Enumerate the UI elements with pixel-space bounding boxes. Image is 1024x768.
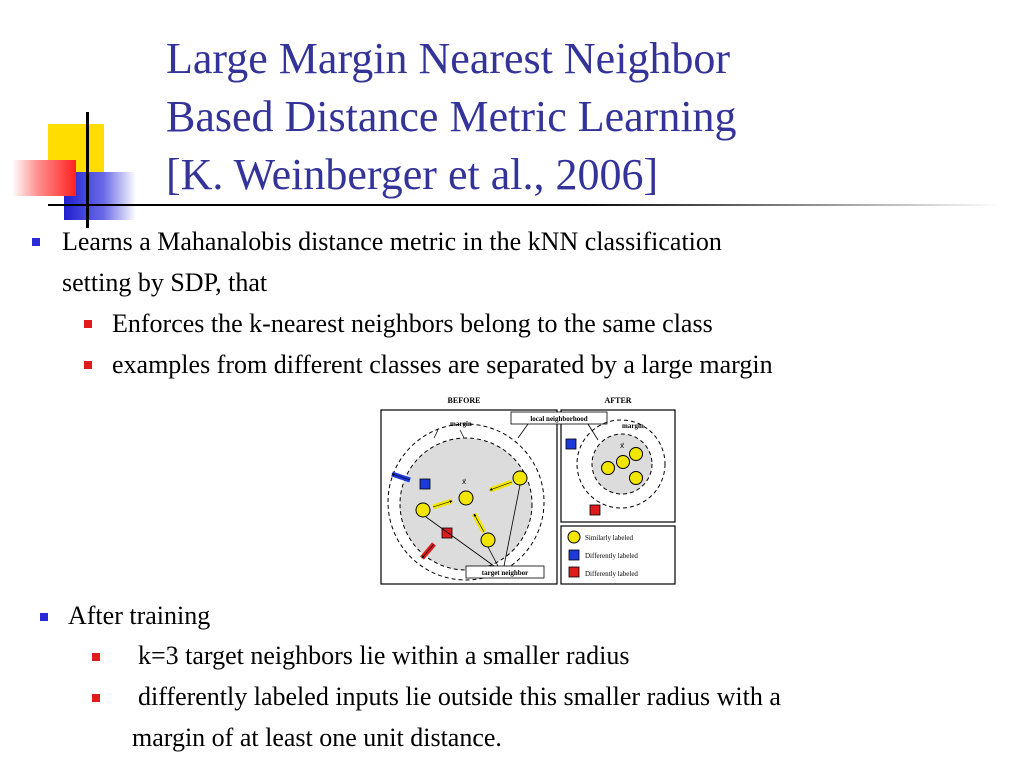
similar-point: [459, 491, 473, 505]
bullet-main-line-2: setting by SDP, that: [62, 268, 268, 297]
lmnn-figure: [378, 392, 678, 588]
xi-after: x⃗: [620, 442, 625, 450]
similar-point: [630, 472, 643, 485]
legend-red-icon: [569, 567, 579, 577]
local-neighborhood-label: local neighborhood: [530, 415, 588, 423]
deco-red-square: [12, 160, 76, 196]
margin-before-label: margin: [450, 420, 472, 428]
legend-blue-icon: [569, 550, 579, 560]
title-line-3: [K. Weinberger et al., 2006]: [166, 150, 659, 199]
bullet-bottom-sub-1: k=3 target neighbors lie within a smaller radius: [138, 641, 630, 670]
before-label: BEFORE: [447, 396, 481, 405]
bullet-bottom-sub-2-line-1: differently labeled inputs lie outside this smaller radius with a: [138, 682, 781, 711]
bullet-square-icon: [92, 694, 100, 702]
legend-diff-blue-label: Differently labeled: [585, 552, 638, 560]
similar-point: [630, 448, 643, 461]
bullet-sub-1: Enforces the k-nearest neighbors belong to the same class: [112, 309, 713, 338]
title-divider: [48, 204, 1000, 206]
similar-point: [481, 533, 495, 547]
deco-vertical-line: [86, 112, 89, 228]
bullet-sub-2: examples from different classes are separated by a large margin: [112, 350, 773, 379]
bullet-after-training: After training: [68, 601, 211, 630]
margin-after-label: margin: [622, 422, 644, 430]
bullet-square-icon: [40, 613, 48, 621]
similar-point: [513, 471, 527, 485]
title-line-1: Large Margin Nearest Neighbor: [166, 34, 731, 83]
legend-diff-red-label: Differently labeled: [585, 570, 638, 578]
similar-point: [602, 462, 615, 475]
xi-before: x⃗: [462, 478, 467, 486]
different-point-blue: [420, 479, 430, 489]
bullet-square-icon: [32, 238, 40, 246]
bullet-bottom-sub-2-line-2: margin of at least one unit distance.: [132, 723, 502, 752]
similar-point: [617, 456, 630, 469]
different-point-blue: [566, 439, 576, 449]
title-line-2: Based Distance Metric Learning: [166, 92, 737, 141]
bullet-square-icon: [92, 653, 100, 661]
legend-yellow-icon: [568, 531, 580, 543]
bullet-square-icon: [84, 320, 92, 328]
similar-point: [416, 503, 430, 517]
slide-title: [166, 30, 1006, 204]
target-neighbor-label: target neighbor: [481, 569, 529, 577]
bullet-square-icon: [84, 361, 92, 369]
different-point-red: [590, 505, 600, 515]
legend-similar-label: Similarly labeled: [585, 534, 634, 542]
bullet-main-line-1: Learns a Mahanalobis distance metric in the kNN classification: [62, 227, 722, 256]
after-label: AFTER: [604, 396, 632, 405]
